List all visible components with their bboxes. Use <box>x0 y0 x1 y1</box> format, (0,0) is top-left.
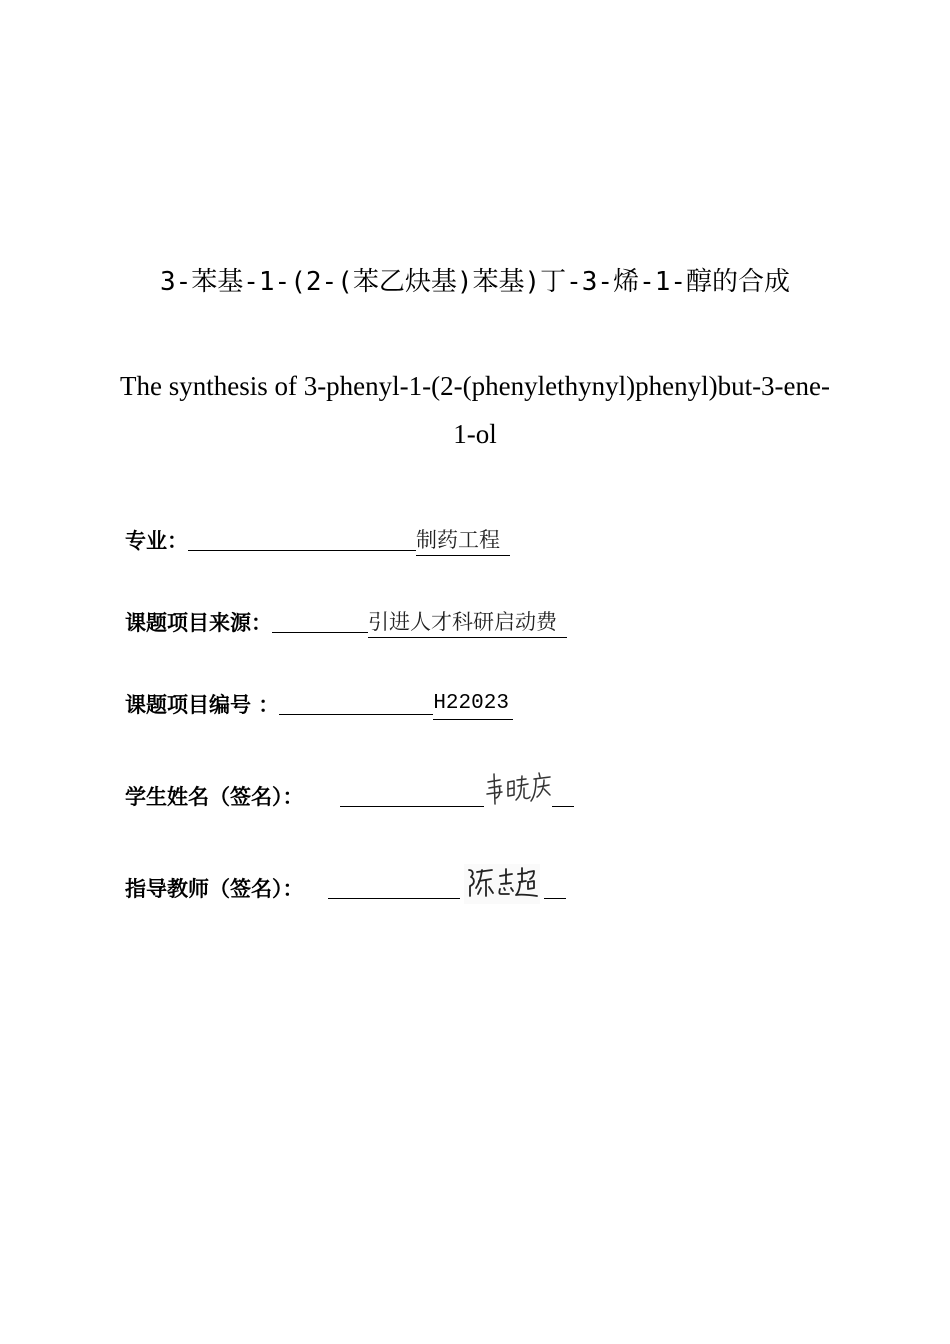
advisor-signature-label: 指导教师（签名）： <box>125 877 304 901</box>
project-source-blank-line <box>272 608 368 633</box>
project-number-value: H22023 <box>433 689 513 720</box>
student-handwritten-signature <box>484 770 552 812</box>
student-signature-trailing-line <box>552 782 574 807</box>
advisor-signature-trailing-line <box>544 874 566 899</box>
major-blank-line <box>188 526 416 551</box>
project-source-label: 课题项目来源： <box>125 611 272 635</box>
student-signature-label: 学生姓名（签名）： <box>125 785 304 809</box>
project-source-value: 引进人才科研启动费 <box>368 607 567 638</box>
advisor-signature-field <box>125 870 566 904</box>
student-signature-blank-line <box>340 782 484 807</box>
major-value: 制药工程 <box>416 525 510 556</box>
page-title-chinese: 3-苯基-1-(2-(苯乙炔基)苯基)丁-3-烯-1-醇的合成 <box>159 267 791 297</box>
project-number-blank-line <box>279 690 433 715</box>
project-number-label: 课题项目编号 ： <box>125 693 280 717</box>
project-number-field <box>125 686 513 720</box>
advisor-handwritten-signature <box>464 864 540 904</box>
student-signature-field <box>125 778 574 812</box>
advisor-signature-blank-line <box>328 874 460 899</box>
major-field <box>125 522 510 556</box>
major-label: 专业： <box>125 529 188 553</box>
project-source-field <box>125 604 567 638</box>
page-title-english: The synthesis of 3-phenyl-1-(2-(phenylethynyl)phenyl)but-3-ene-1-ol <box>119 371 831 449</box>
